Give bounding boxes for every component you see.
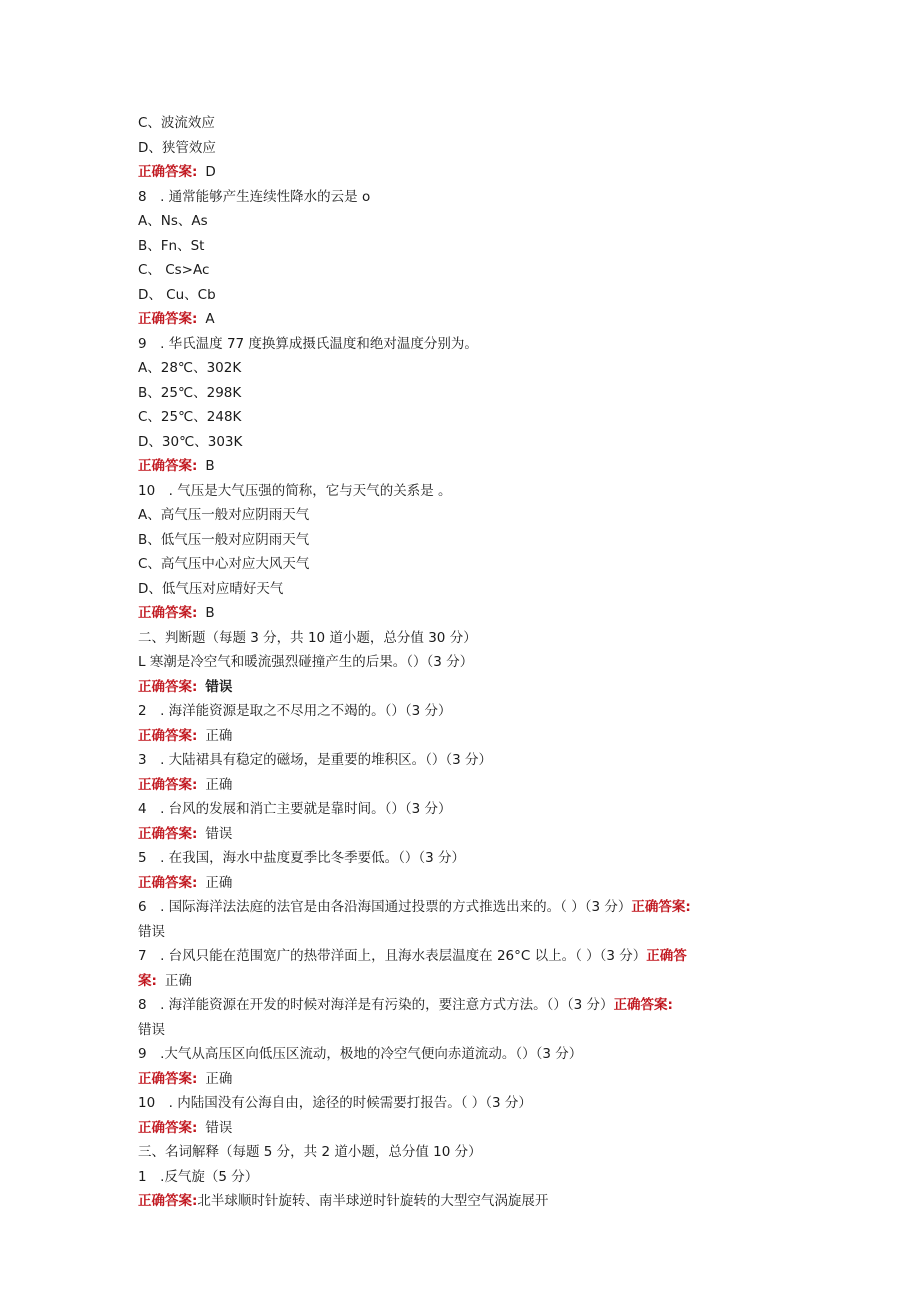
answer-value: B xyxy=(205,458,215,474)
answer-line xyxy=(138,1189,788,1214)
answer-label: 正确答案: xyxy=(138,458,198,474)
answer-value: 正确 xyxy=(205,1070,233,1087)
answer-label: 正确答案: xyxy=(138,727,198,744)
text-line: 8 . 通常能够产生连续性降水的云是 o xyxy=(138,188,371,205)
answer-value: 错误 xyxy=(205,678,233,695)
answer-label: 正确答案: xyxy=(138,1193,198,1209)
question-text: 6 . 国际海洋法法庭的法官是由各沿海国通过投票的方式推选出来的。（ ）（3 分） xyxy=(138,899,632,915)
text-line: D、 Cu、Cb xyxy=(138,286,216,303)
text-line: 10 . 内陆国没有公海自由，途径的时候需要打报告。（ ）（3 分） xyxy=(138,1095,532,1111)
answer-value: 正确 xyxy=(205,874,233,891)
answer-value: 错误 xyxy=(205,825,233,842)
answer-label: 正确答 xyxy=(646,948,687,964)
text-line: B、低气压一般对应阴雨天气 xyxy=(138,531,310,548)
question-with-answer-line xyxy=(138,944,788,969)
answer-line xyxy=(138,871,788,896)
text-line: C、波流效应 xyxy=(138,115,215,131)
answer-line xyxy=(138,724,788,749)
question-text: 8 . 海洋能资源在开发的时候对海洋是有污染的，要注意方式方法。（）（3 分） xyxy=(138,997,614,1013)
answer-label: 正确答案: xyxy=(138,776,198,793)
text-line: D、狭管效应 xyxy=(138,139,216,156)
answer-line xyxy=(138,822,788,847)
text-line: 三、名词解释（每题 5 分，共 2 道小题，总分值 10 分） xyxy=(138,1144,482,1160)
question-with-answer-line xyxy=(138,895,788,920)
answer-value: 正确 xyxy=(205,727,233,744)
text-line: D、30℃、303K xyxy=(138,433,243,450)
text-line: B、25℃、298K xyxy=(138,384,242,401)
answer-line xyxy=(138,969,788,994)
text-line: C、高气压中心对应大风天气 xyxy=(138,556,310,572)
answer-value: B xyxy=(205,605,215,621)
answer-label: 正确答案: xyxy=(138,311,198,327)
answer-value: 正确 xyxy=(205,776,233,793)
text-line: 错误 xyxy=(138,1021,165,1038)
answer-label: 正确答案: xyxy=(631,899,691,915)
answer-label: 案: xyxy=(138,972,157,989)
text-line: 二、判断题（每题 3 分，共 10 道小题，总分值 30 分） xyxy=(138,629,477,646)
answer-label: 正确答案: xyxy=(138,825,198,842)
answer-label: 正确答案: xyxy=(138,164,198,180)
document-page xyxy=(138,111,788,1214)
text-line: 4 . 台风的发展和消亡主要就是靠时间。（）（3 分） xyxy=(138,801,452,817)
question-text: 7 . 台风只能在范围宽广的热带洋面上，且海水表层温度在 26°C 以上。（ ）（3 分） xyxy=(138,948,647,964)
answer-value: 正确 xyxy=(164,972,192,989)
answer-label: 正确答案: xyxy=(138,874,198,891)
text-line: A、高气压一般对应阴雨天气 xyxy=(138,507,310,523)
answer-value: A xyxy=(205,311,215,327)
text-line: D、低气压对应晴好天气 xyxy=(138,580,284,597)
answer-value: 北半球顺时针旋转、南半球逆时针旋转的大型空气涡旋展开 xyxy=(197,1193,549,1209)
text-line: 2 . 海洋能资源是取之不尽用之不竭的。（）（3 分） xyxy=(138,703,452,719)
answer-line xyxy=(138,601,788,626)
text-line: 1 .反气旋（5 分） xyxy=(138,1168,259,1185)
answer-label: 正确答案: xyxy=(138,1070,198,1087)
text-line: L 寒潮是冷空气和暖流强烈碰撞产生的后果。（）（3 分） xyxy=(138,654,474,670)
answer-line xyxy=(138,675,788,700)
answer-value: 错误 xyxy=(205,1119,233,1136)
text-line: C、 Cs>Ac xyxy=(138,262,210,278)
answer-line xyxy=(138,1116,788,1141)
answer-label: 正确答案: xyxy=(138,1119,198,1136)
answer-line xyxy=(138,160,788,185)
answer-line xyxy=(138,1067,788,1092)
text-line: 错误 xyxy=(138,923,165,940)
text-line: 3 . 大陆裙具有稳定的磁场，是重要的堆积区。（）（3 分） xyxy=(138,752,493,768)
text-line: 9 . 华氏温度 77 度换算成摄氏温度和绝对温度分别为。 xyxy=(138,335,478,352)
answer-label: 正确答案: xyxy=(138,678,198,695)
answer-label: 正确答案: xyxy=(138,605,198,621)
answer-line xyxy=(138,307,788,332)
answer-label: 正确答案: xyxy=(613,997,673,1013)
text-line: 5 . 在我国，海水中盐度夏季比冬季要低。（）（3 分） xyxy=(138,850,466,866)
text-line: 9 .大气从高压区向低压区流动，极地的冷空气便向赤道流动。（）（3 分） xyxy=(138,1046,583,1062)
answer-value: D xyxy=(205,164,216,180)
text-line: B、Fn、St xyxy=(138,237,205,254)
text-line: A、28℃、302K xyxy=(138,360,242,376)
answer-line xyxy=(138,454,788,479)
question-with-answer-line xyxy=(138,993,788,1018)
answer-line xyxy=(138,773,788,798)
text-line: 10 . 气压是大气压强的简称，它与天气的关系是 。 xyxy=(138,482,452,499)
text-line: A、Ns、As xyxy=(138,213,208,229)
text-line: C、25℃、248K xyxy=(138,409,242,425)
